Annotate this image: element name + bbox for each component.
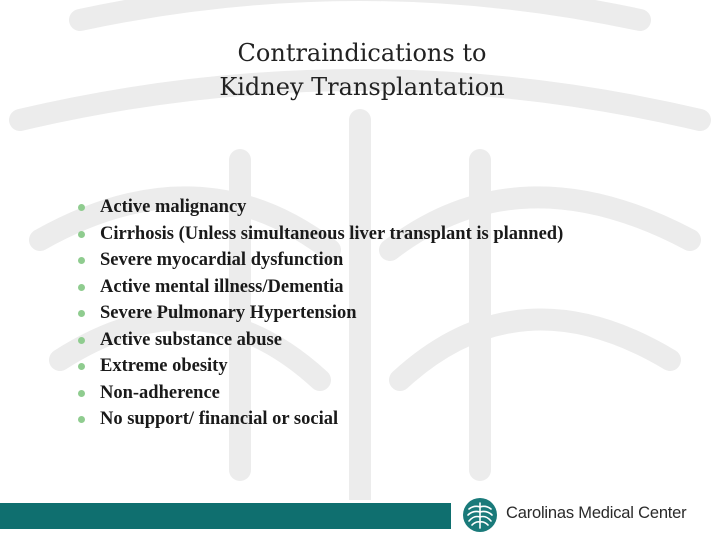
- bullet-text: Cirrhosis (Unless simultaneous liver transplant is planned): [100, 223, 564, 244]
- organization-logo: [460, 495, 720, 535]
- footer-bar: [0, 503, 451, 529]
- bullet-item: [78, 194, 563, 221]
- bullet-dot-icon: [78, 337, 85, 344]
- bullet-item: [78, 300, 563, 327]
- bullet-item: [78, 327, 563, 354]
- bullet-dot-icon: [78, 204, 85, 211]
- slide-title: [150, 36, 574, 104]
- bullet-item: [78, 353, 563, 380]
- bullet-text: Extreme obesity: [100, 356, 228, 376]
- title-line-2: Kidney Transplantation: [219, 73, 505, 101]
- bullet-dot-icon: [78, 310, 85, 317]
- bullet-text: Active malignancy: [100, 197, 247, 217]
- bullet-item: [78, 274, 563, 301]
- bullet-item: [78, 406, 563, 433]
- bullet-list: [78, 194, 563, 433]
- bullet-text: No support/ financial or social: [100, 409, 339, 429]
- bullet-text: Severe myocardial dysfunction: [100, 250, 344, 270]
- bullet-item: [78, 221, 563, 248]
- bullet-dot-icon: [78, 390, 85, 397]
- carolinas-medical-center-leaf-icon: [462, 497, 498, 533]
- bullet-text: Active substance abuse: [100, 329, 282, 350]
- bullet-item: [78, 380, 563, 407]
- bullet-text: Non-adherence: [100, 382, 220, 403]
- bullet-dot-icon: [78, 257, 85, 264]
- bullet-text: Severe Pulmonary Hypertension: [100, 303, 357, 323]
- bullet-dot-icon: [78, 416, 85, 423]
- bullet-dot-icon: [78, 231, 85, 238]
- bullet-item: [78, 247, 563, 274]
- title-line-1: Contraindications to: [237, 39, 487, 67]
- organization-name: Carolinas Medical Center: [506, 504, 687, 522]
- bullet-dot-icon: [78, 284, 85, 291]
- bullet-text: Active mental illness/Dementia: [100, 276, 344, 297]
- bullet-dot-icon: [78, 363, 85, 370]
